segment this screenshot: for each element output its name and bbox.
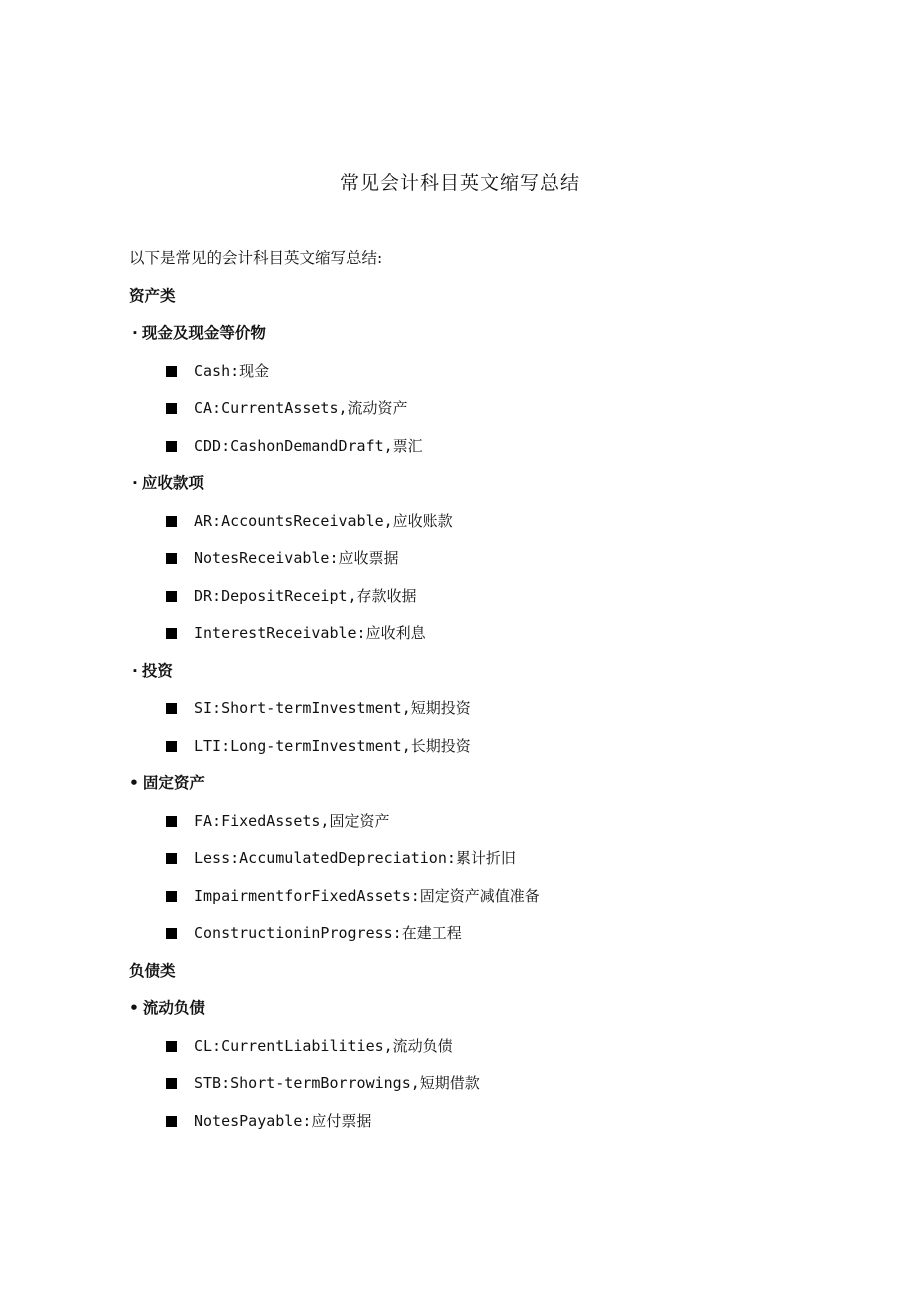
square-bullet-icon <box>166 441 177 452</box>
square-bullet-icon <box>166 816 177 827</box>
list-item-text: SI:Short-termInvestment,短期投资 <box>194 699 471 717</box>
list-item <box>129 1028 849 1066</box>
list-item-text: DR:DepositReceipt,存款收据 <box>194 586 417 605</box>
square-bullet-icon <box>166 366 177 377</box>
square-bullet-icon <box>166 516 177 527</box>
group-title: 现金及现金等价物 <box>141 324 266 342</box>
list-item-text: CA:CurrentAssets,流动资产 <box>194 399 408 417</box>
list-item <box>129 353 849 391</box>
group-heading-cash <box>129 315 849 353</box>
group-title: 投资 <box>141 661 173 680</box>
document-body <box>129 240 849 1140</box>
list-item-text: NotesPayable:应付票据 <box>194 1111 372 1130</box>
bullet-icon: • <box>129 999 139 1017</box>
list-item <box>129 728 849 766</box>
list-item <box>129 540 849 578</box>
list-item-text: STB:Short-termBorrowings,短期借款 <box>194 1074 480 1092</box>
list-item-text: Cash:现金 <box>194 361 270 380</box>
square-bullet-icon <box>166 553 177 564</box>
list-item <box>129 803 849 841</box>
list-item-text: Less:AccumulatedDepreciation:累计折旧 <box>194 849 516 867</box>
list-item <box>129 428 849 466</box>
list-item <box>129 840 849 878</box>
square-bullet-icon <box>166 1041 177 1052</box>
group-title: 固定资产 <box>142 774 205 792</box>
section-heading-assets: 资产类 <box>129 286 176 305</box>
list-item <box>129 1103 849 1141</box>
list-item-text: CDD:CashonDemandDraft,票汇 <box>194 436 423 455</box>
square-bullet-icon <box>166 891 177 902</box>
list-item <box>129 690 849 728</box>
list-item <box>129 1065 849 1103</box>
list-item-text: FA:FixedAssets,固定资产 <box>194 811 390 830</box>
list-item <box>129 915 849 953</box>
group-heading-receivables <box>129 465 849 503</box>
list-item <box>129 615 849 653</box>
square-bullet-icon <box>166 853 177 864</box>
square-bullet-icon <box>166 1078 177 1089</box>
group-heading-current-liabilities <box>129 990 849 1028</box>
square-bullet-icon <box>166 703 177 714</box>
square-bullet-icon <box>166 591 177 602</box>
list-item-text: AR:AccountsReceivable,应收账款 <box>194 511 453 530</box>
list-item <box>129 578 849 616</box>
list-item-text: LTI:Long-termInvestment,长期投资 <box>194 736 471 755</box>
list-item-text: ImpairmentforFixedAssets:固定资产减值准备 <box>194 886 540 905</box>
group-title: 应收款项 <box>141 474 204 492</box>
group-heading-fixed-assets <box>129 765 849 803</box>
list-item-text: ConstructioninProgress:在建工程 <box>194 924 462 942</box>
group-heading-investments <box>129 653 849 691</box>
list-item-text: InterestReceivable:应收利息 <box>194 624 426 642</box>
group-title: 流动负债 <box>142 999 205 1017</box>
list-item-text: NotesReceivable:应收票据 <box>194 549 399 567</box>
section-heading-liabilities: 负债类 <box>129 961 176 980</box>
bullet-icon: • <box>129 774 139 792</box>
square-bullet-icon <box>166 928 177 939</box>
intro-paragraph: 以下是常见的会计科目英文缩写总结: <box>129 249 383 267</box>
list-item <box>129 878 849 916</box>
list-item-text: CL:CurrentLiabilities,流动负债 <box>194 1036 453 1055</box>
square-bullet-icon <box>166 628 177 639</box>
square-bullet-icon <box>166 741 177 752</box>
bullet-icon: · <box>132 474 138 492</box>
square-bullet-icon <box>166 403 177 414</box>
bullet-icon: · <box>132 661 138 680</box>
square-bullet-icon <box>166 1116 177 1127</box>
bullet-icon: · <box>132 324 138 342</box>
document-title: 常见会计科目英文缩写总结 <box>339 172 580 194</box>
list-item <box>129 503 849 541</box>
list-item <box>129 390 849 428</box>
